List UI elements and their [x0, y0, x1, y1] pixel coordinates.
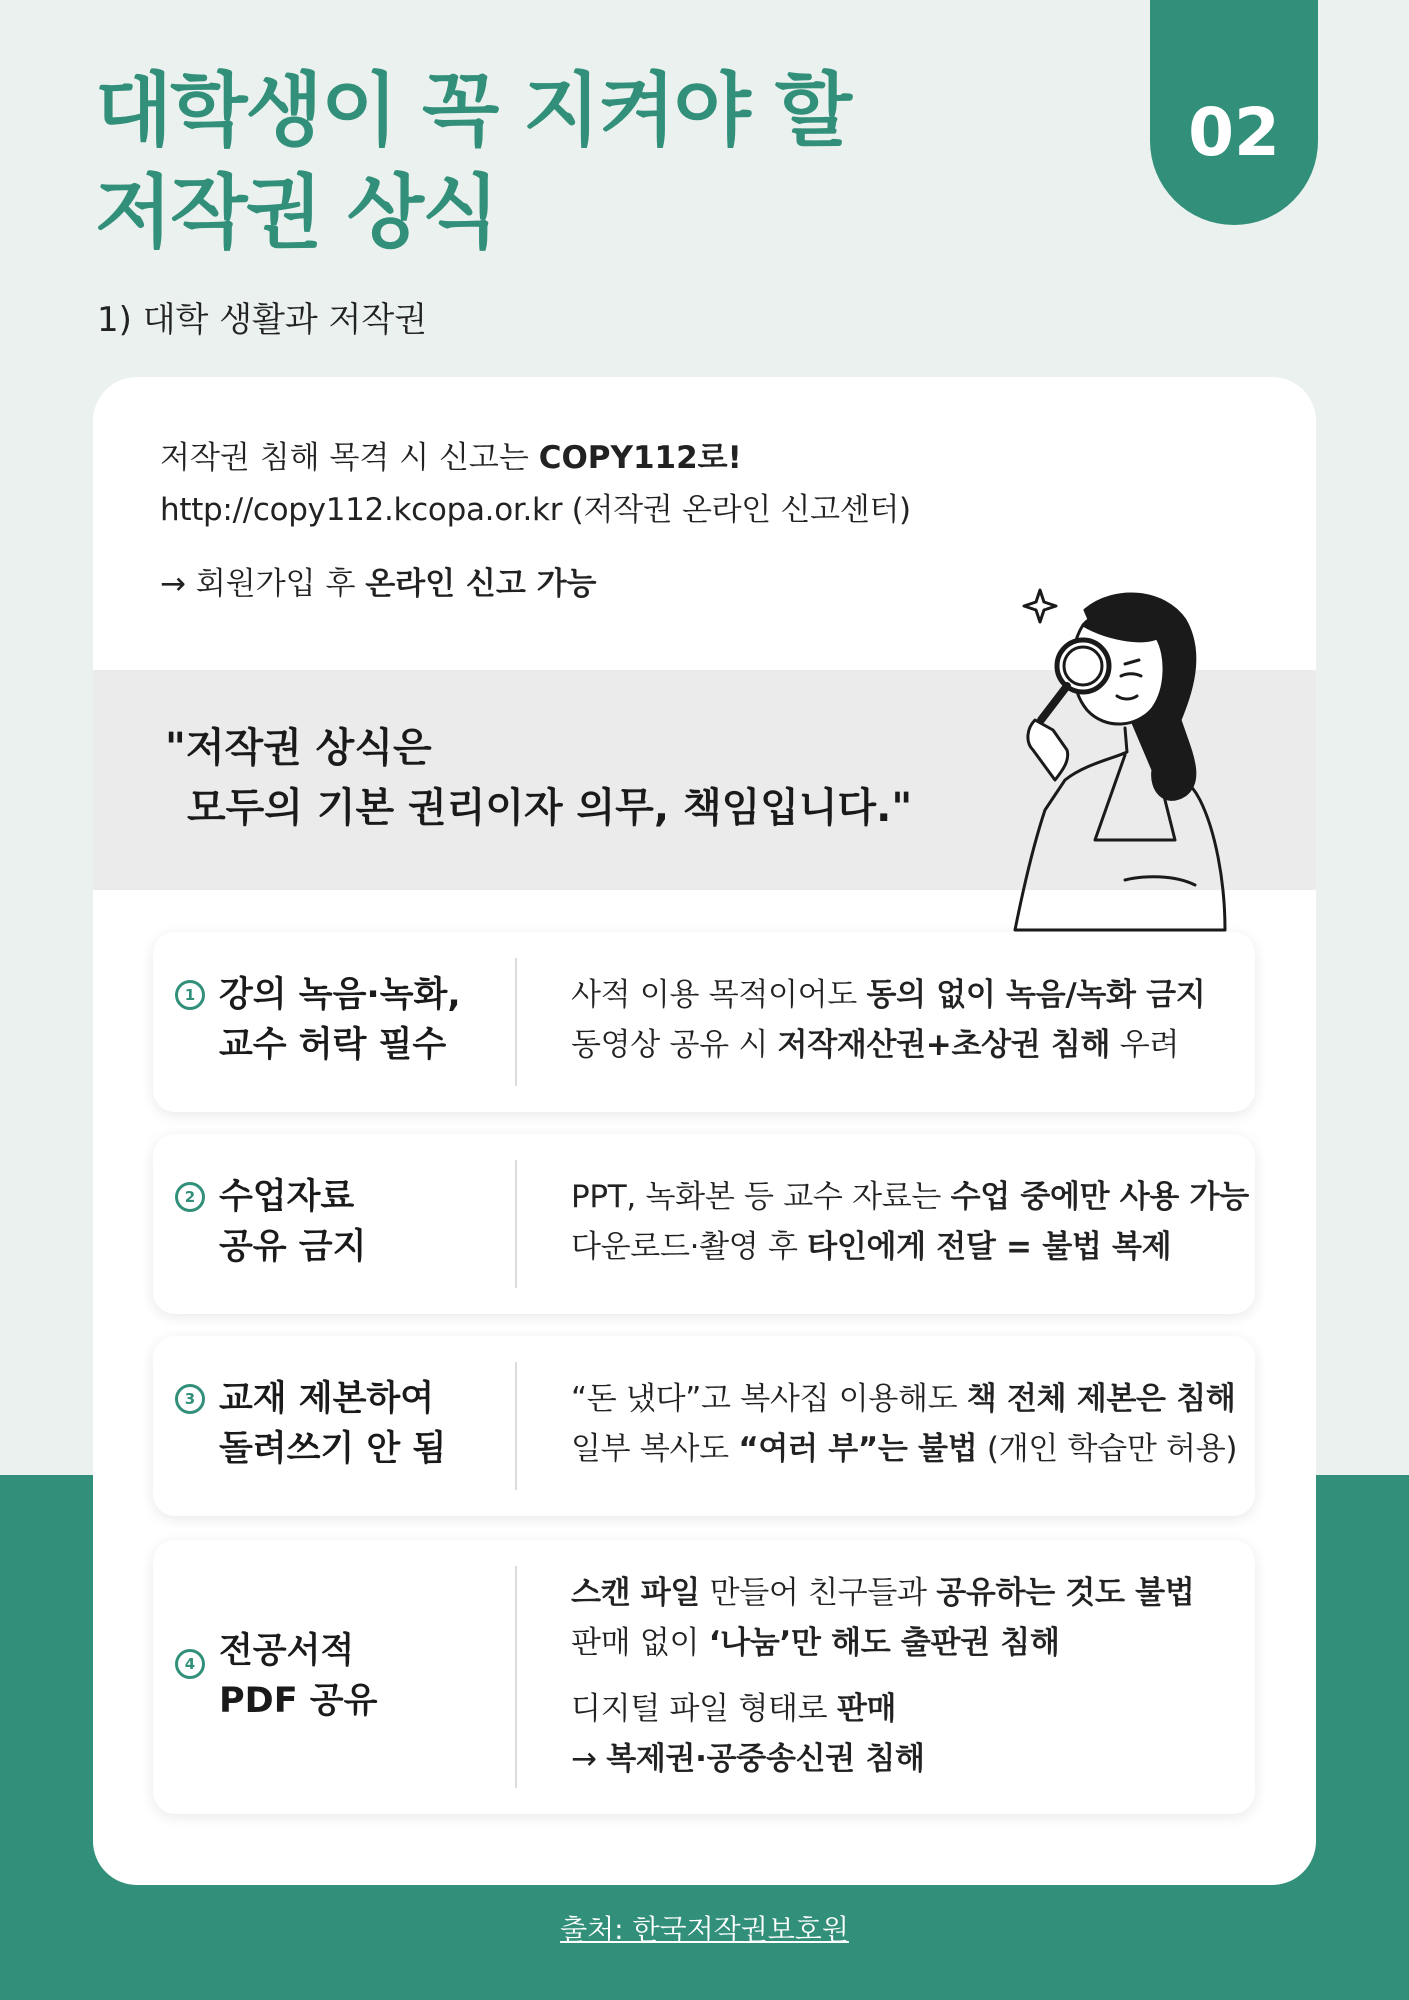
card-divider — [515, 1362, 517, 1490]
signup-note: → 회원가입 후 온라인 신고 가능 — [160, 566, 597, 602]
rule-description: PPT, 녹화본 등 교수 자료는 수업 중에만 사용 가능 다운로드·촬영 후 타인에게 전달 = 불법 복제 — [571, 1179, 1249, 1265]
rule-description: 스캔 파일 만들어 친구들과 공유하는 것도 불법 판매 없이 ‘나눔’만 해도 출판권 침해 디지털 파일 형태로 판매 → 복제권·공중송신권 침해 — [571, 1575, 1195, 1777]
intro-block — [160, 432, 911, 610]
report-line: 저작권 침해 목격 시 신고는 COPY112로! — [160, 440, 742, 476]
quote-text — [165, 718, 912, 838]
section-subtitle: 1) 대학 생활과 저작권 — [97, 300, 428, 340]
page-number-badge: 02 — [1150, 0, 1318, 225]
card-divider — [515, 958, 517, 1086]
rule-description: “돈 냈다”고 복사집 이용해도 책 전체 제본은 침해 일부 복사도 “여러 부”는 불법 (개인 학습만 허용) — [571, 1381, 1238, 1467]
sparkle-icon — [1024, 590, 1056, 622]
rule-heading: 전공서적 PDF 공유 — [219, 1631, 378, 1721]
rule-card-4 — [153, 1540, 1255, 1814]
title-line-2: 저작권 상식 — [95, 166, 498, 259]
rule-card-1 — [153, 932, 1255, 1112]
rule-heading: 강의 녹음·녹화, 교수 허락 필수 — [219, 975, 461, 1065]
card-divider — [515, 1160, 517, 1288]
rule-heading: 교재 제본하여 돌려쓰기 안 됨 — [219, 1379, 447, 1469]
woman-with-magnifier-illustration — [975, 580, 1245, 940]
rule-heading: 수업자료 공유 금지 — [219, 1177, 367, 1267]
rule-description: 사적 이용 목적이어도 동의 없이 녹음/녹화 금지 동영상 공유 시 저작재산권+초상권 침해 우려 — [571, 977, 1206, 1063]
rule-number-badge: 3 — [175, 1384, 205, 1414]
rule-number-badge: 2 — [175, 1182, 205, 1212]
rule-card-3 — [153, 1336, 1255, 1516]
card-divider — [515, 1566, 517, 1788]
quote-line-1: "저작권 상식은 — [165, 725, 432, 771]
report-url-link[interactable]: http://copy112.kcopa.or.kr (저작권 온라인 신고센터) — [160, 492, 911, 528]
source-link[interactable]: 출처: 한국저작권보호원 — [560, 1913, 849, 1946]
rule-card-2 — [153, 1134, 1255, 1314]
rule-number-badge: 1 — [175, 980, 205, 1010]
title-line-1: 대학생이 꼭 지켜야 할 — [95, 64, 851, 157]
rule-number-badge: 4 — [175, 1649, 205, 1679]
quote-line-2: 모두의 기본 권리이자 의무, 책임입니다." — [187, 785, 913, 831]
page-title — [95, 60, 1095, 264]
